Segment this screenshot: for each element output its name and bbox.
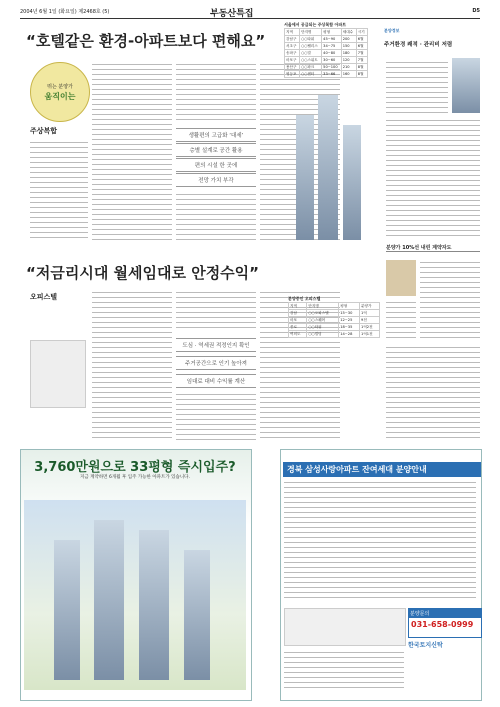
table-cell: 18~35 xyxy=(339,324,360,331)
table-cell: 120 xyxy=(341,57,356,64)
table-cell: 9천 xyxy=(360,317,380,324)
ad-building xyxy=(184,550,210,680)
table1 xyxy=(284,22,368,78)
ad-rendering-image xyxy=(24,500,246,690)
page-date: 2004년 6월 1일 (화요일) 제2468호 (5) xyxy=(20,9,110,15)
table1-grid xyxy=(284,28,368,78)
tower-shape xyxy=(296,115,314,240)
ad-building xyxy=(54,540,80,680)
pull-quote-1: 생활편의 고급화 ‘대세’ xyxy=(176,128,256,142)
table-cell: ○○파크 xyxy=(300,64,322,71)
table-cell: ○○센터 xyxy=(300,71,322,78)
article1-category: 주상복합 xyxy=(30,127,58,135)
table-cell: 서초구 xyxy=(285,43,300,50)
sidebar-text-b xyxy=(386,118,480,238)
sidebar-building-photo xyxy=(452,58,480,113)
table-row xyxy=(285,71,368,78)
table-cell: 160 xyxy=(341,71,356,78)
pull-quote-2: 층별 설계로 공간 활용 xyxy=(176,143,256,157)
ad-subtext: 지금 계약하면 6개월 후 입주 가능한 아파트가 있습니다. xyxy=(80,475,190,480)
table-header-cell: 평형 xyxy=(339,303,360,310)
article2-col1 xyxy=(92,290,172,440)
sidebar-subhead: 분양가 10%선 내린 계약자도 xyxy=(386,244,480,252)
table-row xyxy=(289,310,380,317)
table-cell: 6월 xyxy=(356,36,367,43)
table-cell: ○○팰리스 xyxy=(300,43,322,50)
ad-fineprint xyxy=(284,650,404,690)
badge-large-text: 움직이는 xyxy=(44,92,76,101)
pull-quote-7: 임대료 대비 수익률 계산 xyxy=(176,374,256,388)
table-cell: 강남 xyxy=(289,310,307,317)
sidebar-photo-2 xyxy=(386,260,416,296)
tower-shape xyxy=(318,95,338,240)
ad-brand: 한국토지신탁 xyxy=(408,642,443,649)
page-number: D5 xyxy=(472,8,480,14)
table-cell: 180 xyxy=(341,50,356,57)
tower-photo-1 xyxy=(288,95,372,245)
table-row xyxy=(285,36,368,43)
table-header-cell: 지역 xyxy=(289,303,307,310)
pull-quote-3: 편의 시설 한 곳에 xyxy=(176,158,256,172)
ad-building xyxy=(94,520,124,680)
table1-title: 서울에서 공급되는 주상복합 아파트 xyxy=(284,22,347,27)
ad-right-text xyxy=(284,480,476,600)
ad-right-title: 경북 삼성사랑아파트 잔여세대 분양안내 xyxy=(283,462,481,477)
pull-quote-5: 도심 · 역세권 적정인지 확인 xyxy=(176,338,256,352)
table-cell: 34~75 xyxy=(322,43,342,50)
table-cell: ○○타워 xyxy=(307,324,339,331)
table-cell: 33~66 xyxy=(322,71,342,78)
table2-title: 분양중인 오피스텔 xyxy=(288,296,321,301)
table-cell: ○○빌 xyxy=(300,50,322,57)
table-cell: 송파구 xyxy=(285,50,300,57)
pull-quote-4: 전망 가치 부각 xyxy=(176,173,256,187)
table-header-row xyxy=(289,303,380,310)
table-cell: ○○타워 xyxy=(300,36,322,43)
table-cell: ○○오피스텔 xyxy=(307,310,339,317)
sidebar-text-c xyxy=(420,260,480,340)
table-row xyxy=(285,50,368,57)
article1-col2b xyxy=(176,192,256,242)
table-cell: 1억1천 xyxy=(360,331,380,338)
sidebar-text-e xyxy=(386,345,480,440)
table-cell: 강남구 xyxy=(285,36,300,43)
table-cell: 용산구 xyxy=(285,64,300,71)
table-cell: ○○빌딩 xyxy=(307,331,339,338)
ad-map xyxy=(284,608,406,646)
table-row xyxy=(285,57,368,64)
sidebar-text-d xyxy=(386,300,416,340)
table-header-row xyxy=(285,29,368,36)
article2-col2a xyxy=(176,290,256,330)
table-cell: ○○스위트 xyxy=(300,57,322,64)
ad-building xyxy=(139,530,169,680)
table-cell: 200 xyxy=(341,36,356,43)
article1-headline: “호텔같은 환경-아파트보다 편해요” xyxy=(26,32,266,50)
article-badge xyxy=(30,62,90,122)
table-row xyxy=(285,43,368,50)
table-row xyxy=(289,317,380,324)
table-header-cell: 분양가 xyxy=(360,303,380,310)
tower-shape xyxy=(343,125,361,240)
table-header-cell: 단지명 xyxy=(300,29,322,36)
table-cell: 6월 xyxy=(356,43,367,50)
table-cell: 마포 xyxy=(289,317,307,324)
badge-small-text: 뛰는 분양가 xyxy=(47,84,73,90)
table-header-cell: 평형 xyxy=(322,29,342,36)
table-cell: 15~30 xyxy=(339,310,360,317)
table-cell: 마포구 xyxy=(285,57,300,64)
article2-col2b xyxy=(176,392,256,440)
ad-phone-label: 분양문의 xyxy=(409,609,481,618)
article1-col2a xyxy=(176,62,256,122)
table-cell: 8월 xyxy=(356,64,367,71)
table-cell: 영등포 xyxy=(285,71,300,78)
table-cell: 45~90 xyxy=(322,36,342,43)
ad-phone-number: 031-658-0999 xyxy=(411,620,474,629)
table-header-cell: 단지명 xyxy=(307,303,339,310)
table-cell: 210 xyxy=(341,64,356,71)
table-cell: 12~25 xyxy=(339,317,360,324)
table-cell: 30~60 xyxy=(322,57,342,64)
table-cell: 1억 xyxy=(360,310,380,317)
page-header xyxy=(20,6,480,19)
table-cell: 50~100 xyxy=(322,64,342,71)
table2 xyxy=(288,296,380,338)
sidebar xyxy=(384,28,480,48)
sidebar-tag: 분양정보 xyxy=(384,28,400,33)
table-row xyxy=(285,64,368,71)
pull-quote-6: 주거공간으로 인기 높아져 xyxy=(176,356,256,370)
table-cell: 7월 xyxy=(356,57,367,64)
sidebar-text-a xyxy=(386,60,448,115)
table-cell: 종로 xyxy=(289,324,307,331)
table-cell: 여의도 xyxy=(289,331,307,338)
table-header-cell: 시기 xyxy=(356,29,367,36)
article2-headline: “저금리시대 월세임대로 안정수익” xyxy=(26,264,260,282)
sidebar-headline: 주거환경 쾌적 · 관리비 저렴 xyxy=(384,42,453,48)
illustration-image xyxy=(30,340,86,408)
table-row xyxy=(289,331,380,338)
table-row xyxy=(289,324,380,331)
table2-grid xyxy=(288,302,380,338)
section-title: 부동산특집 xyxy=(210,9,254,19)
table-header-cell: 세대수 xyxy=(341,29,356,36)
table-header-cell: 지역 xyxy=(285,29,300,36)
ad-headline: 3,760만원으로 33평형 즉시입주? xyxy=(34,460,236,475)
table-cell: ○○스퀘어 xyxy=(307,317,339,324)
ad-phone-box xyxy=(408,608,482,638)
table-cell: 1억2천 xyxy=(360,324,380,331)
table-cell: 40~80 xyxy=(322,50,342,57)
table-cell: 150 xyxy=(341,43,356,50)
article2-category: 오피스텔 xyxy=(30,293,58,301)
article1-col0 xyxy=(30,140,88,240)
table-cell: 8월 xyxy=(356,71,367,78)
table-cell: 7월 xyxy=(356,50,367,57)
article1-col1 xyxy=(92,62,172,242)
table-cell: 14~28 xyxy=(339,331,360,338)
